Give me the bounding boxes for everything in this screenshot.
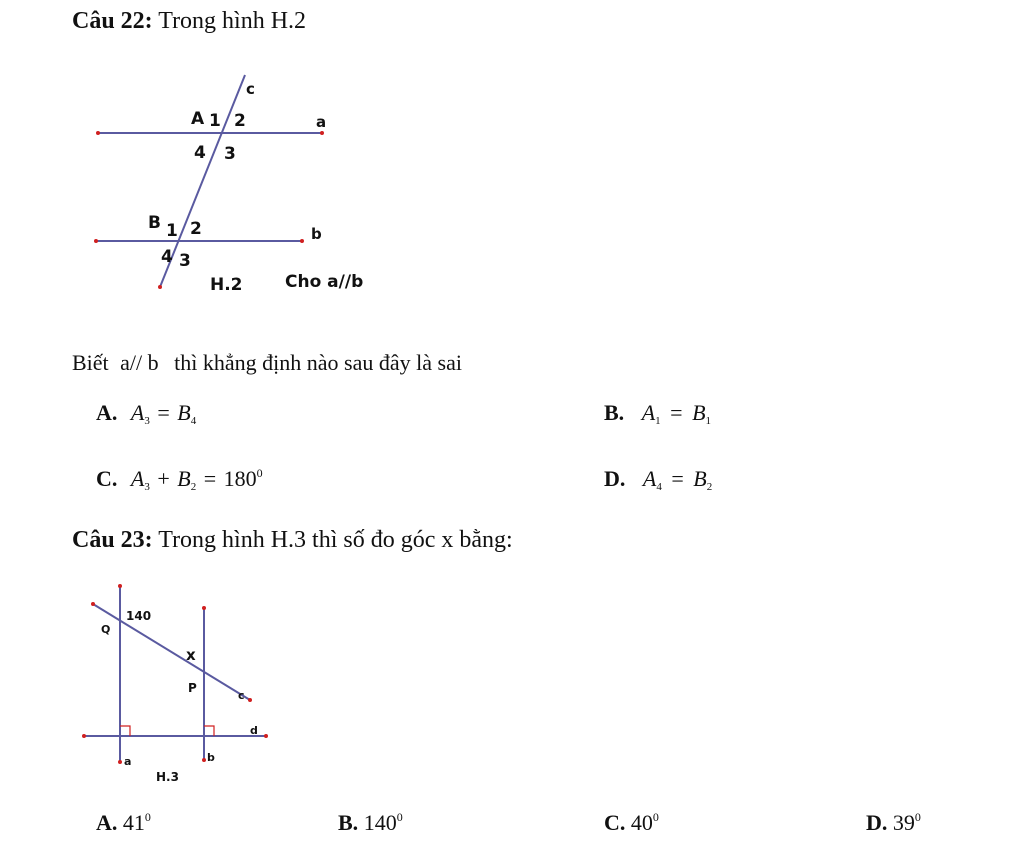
label-P: P bbox=[188, 681, 197, 695]
angle-A1: 1 bbox=[209, 111, 221, 131]
point-b-left bbox=[94, 239, 98, 243]
math-var: B bbox=[692, 400, 706, 425]
point-a-left bbox=[96, 131, 100, 135]
math-sub: 4 bbox=[190, 415, 197, 427]
math-op: = bbox=[157, 400, 170, 425]
option-label: A. bbox=[96, 400, 118, 425]
math-var: A bbox=[130, 400, 145, 425]
q22-option-d[interactable] bbox=[604, 466, 712, 493]
math-sub: 2 bbox=[706, 481, 713, 493]
label-B: B bbox=[148, 213, 161, 233]
point bbox=[82, 734, 86, 738]
q22-stem-pre: Biết bbox=[72, 350, 109, 375]
point bbox=[118, 584, 122, 588]
point bbox=[248, 698, 252, 702]
angle-A4: 4 bbox=[194, 143, 206, 163]
math-sub: 4 bbox=[656, 481, 662, 493]
line-c bbox=[93, 604, 250, 700]
option-value: 39 bbox=[892, 810, 915, 835]
angle-B4: 4 bbox=[161, 247, 173, 267]
caption-h2: H.2 bbox=[210, 275, 243, 295]
option-value: 41 bbox=[122, 810, 145, 835]
math-var: A bbox=[642, 466, 657, 491]
label-a: a bbox=[124, 755, 132, 768]
given-parallel: Cho a//b bbox=[285, 272, 364, 292]
math-var: B bbox=[177, 400, 191, 425]
angle-A3: 3 bbox=[224, 144, 236, 164]
option-label: C. bbox=[604, 810, 626, 835]
figure-h2 bbox=[0, 0, 420, 300]
option-degree: 0 bbox=[396, 810, 403, 824]
math-op: + bbox=[157, 466, 170, 491]
angle-B3: 3 bbox=[179, 251, 191, 271]
math-var: B bbox=[693, 466, 707, 491]
label-Q: Q bbox=[101, 623, 111, 636]
label-c: c bbox=[246, 80, 255, 98]
right-angle-b bbox=[204, 726, 214, 736]
q22-stem bbox=[72, 350, 462, 376]
q23-label: Câu 23: bbox=[72, 527, 153, 553]
q23-option-c[interactable] bbox=[604, 810, 659, 836]
angle-140-label: 140 bbox=[126, 609, 152, 623]
point bbox=[264, 734, 268, 738]
q23-option-d[interactable] bbox=[866, 810, 921, 836]
option-label: D. bbox=[604, 466, 626, 491]
option-label: D. bbox=[866, 810, 888, 835]
math-sub: 1 bbox=[655, 415, 661, 427]
figure-h3 bbox=[0, 570, 300, 790]
label-d: d bbox=[250, 724, 258, 737]
q23-text: Trong hình H.3 thì số đo góc x bằng: bbox=[158, 527, 513, 553]
q22-option-a[interactable] bbox=[96, 400, 196, 427]
label-A: A bbox=[191, 109, 205, 129]
q22-option-c[interactable] bbox=[96, 466, 263, 493]
point bbox=[202, 758, 206, 762]
math-sub: 2 bbox=[190, 481, 197, 493]
label-b: b bbox=[207, 751, 215, 764]
math-op: = bbox=[670, 400, 683, 425]
option-degree: 0 bbox=[144, 810, 151, 824]
right-angle-a bbox=[120, 726, 130, 736]
option-label: C. bbox=[96, 466, 118, 491]
option-degree: 0 bbox=[914, 810, 921, 824]
math-number: 180 bbox=[223, 466, 257, 491]
label-a: a bbox=[316, 113, 327, 131]
math-sub: 3 bbox=[144, 415, 150, 427]
angle-B2: 2 bbox=[190, 219, 202, 239]
point bbox=[118, 760, 122, 764]
point-b-right bbox=[300, 239, 304, 243]
q23-option-a[interactable] bbox=[96, 810, 151, 836]
math-var: B bbox=[177, 466, 191, 491]
math-var: A bbox=[641, 400, 656, 425]
option-label: A. bbox=[96, 810, 118, 835]
q22-option-b[interactable] bbox=[604, 400, 711, 427]
math-op: = bbox=[671, 466, 684, 491]
point-c-bottom bbox=[158, 285, 162, 289]
angle-B1: 1 bbox=[166, 221, 178, 241]
math-sup: 0 bbox=[256, 466, 263, 480]
math-sub: 3 bbox=[144, 481, 150, 493]
label-c: c bbox=[238, 689, 245, 702]
option-label: B. bbox=[338, 810, 359, 835]
option-label: B. bbox=[604, 400, 625, 425]
q23-heading bbox=[72, 527, 513, 554]
point bbox=[91, 602, 95, 606]
angle-A2: 2 bbox=[234, 111, 246, 131]
angle-x-label: x bbox=[186, 646, 196, 664]
q22-intro: Trong hình H.2 bbox=[158, 8, 307, 34]
point bbox=[202, 606, 206, 610]
q22-label: Câu 22: bbox=[72, 8, 153, 34]
caption-h3: H.3 bbox=[156, 770, 179, 784]
option-value: 40 bbox=[630, 810, 653, 835]
math-op: = bbox=[203, 466, 217, 491]
q22-stem-post: thì khẳng định nào sau đây là sai bbox=[174, 350, 462, 375]
point-a-right bbox=[320, 131, 324, 135]
math-var: A bbox=[130, 466, 145, 491]
option-degree: 0 bbox=[652, 810, 659, 824]
q23-option-b[interactable] bbox=[338, 810, 403, 836]
label-b: b bbox=[311, 225, 322, 243]
q22-stem-relation: a// b bbox=[120, 350, 159, 375]
option-value: 140 bbox=[363, 810, 397, 835]
math-sub: 1 bbox=[705, 415, 712, 427]
